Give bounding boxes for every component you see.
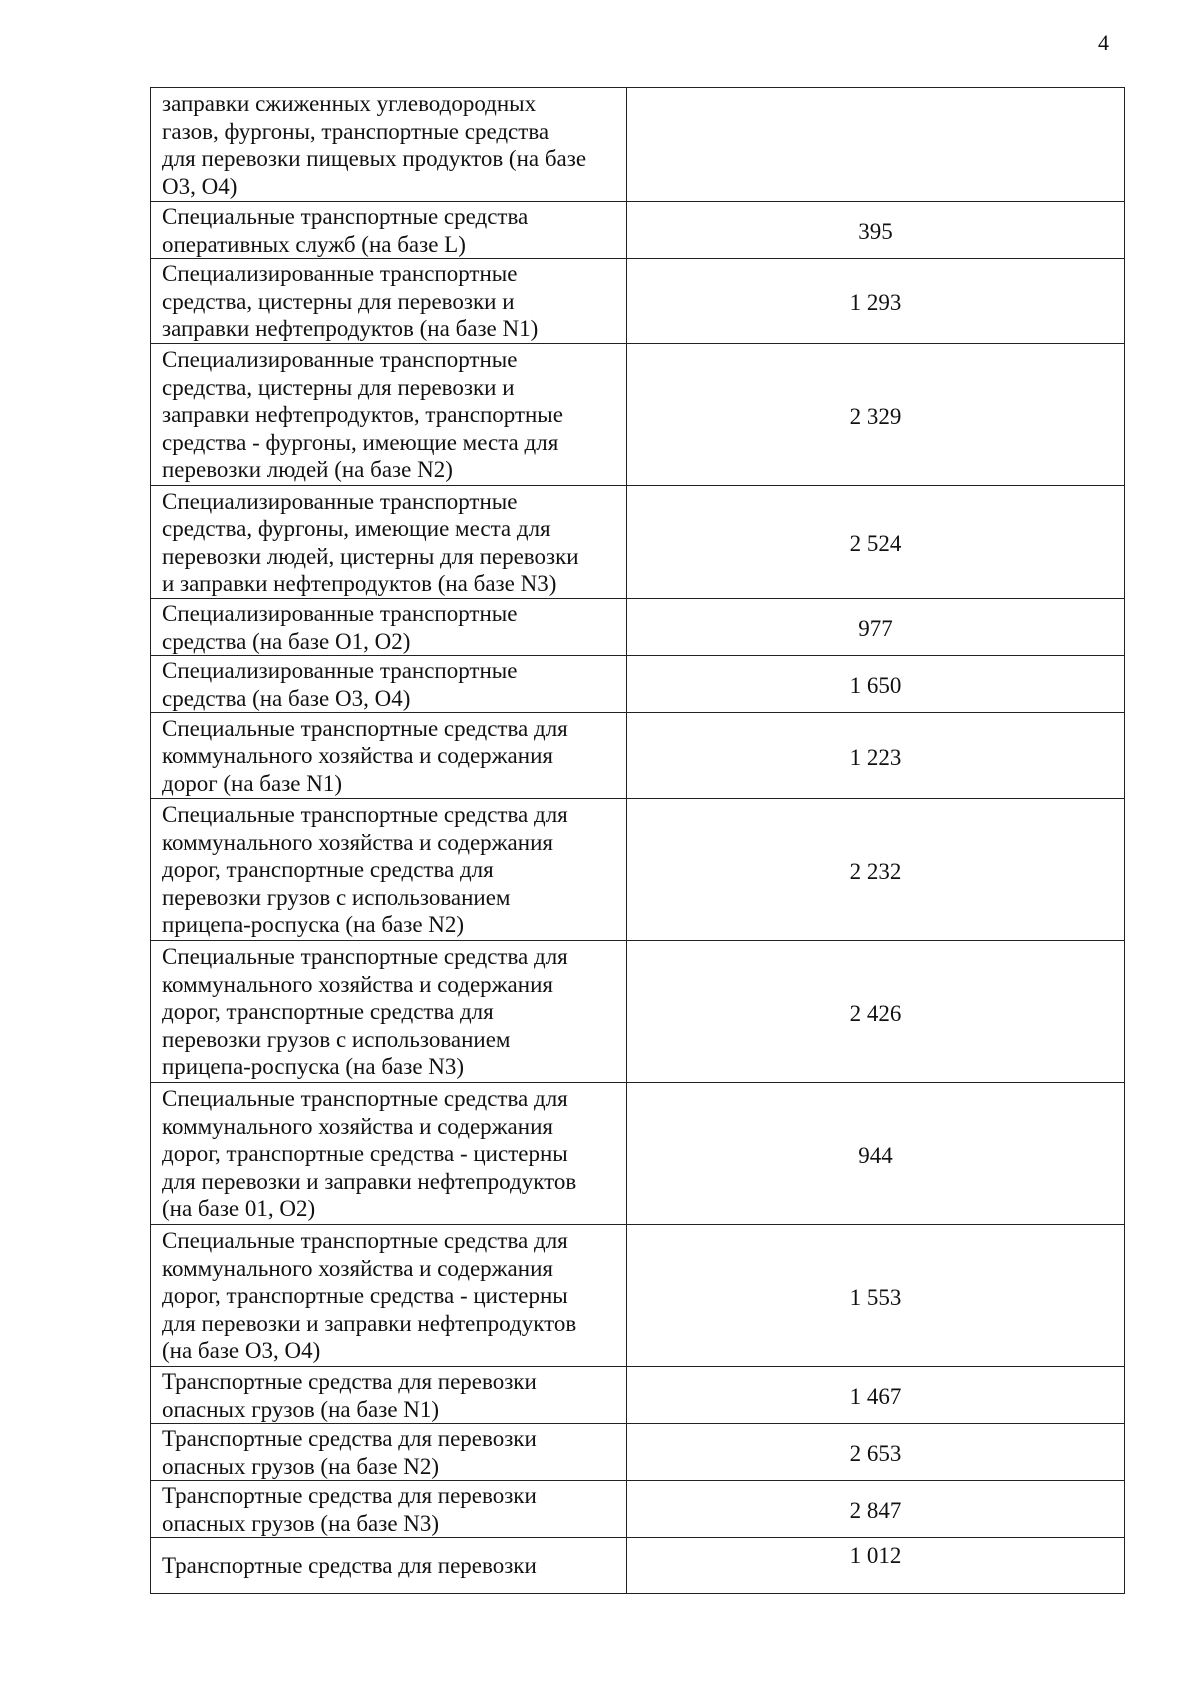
table-row	[151, 486, 1125, 599]
description-line: дорог (на базе N1)	[162, 770, 343, 796]
description-line: дорог, транспортные средства - цистерны	[162, 1141, 568, 1167]
category-description-cell	[151, 344, 627, 486]
description-line: средства - фургоны, имеющие места для	[162, 429, 559, 455]
description-line: заправки сжиженных углеводородных	[162, 91, 537, 116]
description-line: коммунального хозяйства и содержания	[162, 971, 553, 997]
description-line: дорог, транспортные средства для	[162, 999, 494, 1025]
table-row	[151, 344, 1125, 486]
table-row	[151, 1367, 1125, 1424]
table-row	[151, 941, 1125, 1083]
description-line: оперативных служб (на базе L)	[162, 231, 466, 257]
table-row	[151, 88, 1125, 202]
description-line: дорог, транспортные средства - цистерны	[162, 1283, 568, 1309]
description-line: Специальные транспортные средства для	[162, 715, 568, 741]
table-row	[151, 799, 1125, 941]
category-description-cell	[151, 1083, 627, 1225]
description-line: (на базе 01, O2)	[162, 1196, 316, 1222]
table-row	[151, 1481, 1125, 1538]
category-description-cell	[151, 486, 627, 599]
table-row	[151, 1538, 1125, 1594]
category-description-cell	[151, 1367, 627, 1424]
value-cell: 2 524	[627, 486, 1125, 599]
description-line: Транспортные средства для перевозки	[162, 1426, 537, 1451]
value-cell: 977	[627, 599, 1125, 656]
description-line: опасных грузов (на базе N1)	[162, 1396, 440, 1422]
description-line: опасных грузов (на базе N3)	[162, 1510, 440, 1536]
description-line: заправки нефтепродуктов, транспортные	[162, 402, 563, 428]
description-line: перевозки грузов с использованием	[162, 884, 511, 910]
value-cell: 2 426	[627, 941, 1125, 1083]
value-cell: 1 467	[627, 1367, 1125, 1424]
description-line: для перевозки и заправки нефтепродуктов	[162, 1310, 577, 1336]
category-description-cell	[151, 1538, 627, 1594]
description-line: O3, O4)	[162, 173, 238, 199]
description-line: прицепа-роспуска (на базе N3)	[162, 1054, 465, 1080]
description-line: Специальные транспортные средства для	[162, 1086, 568, 1112]
table-row	[151, 259, 1125, 344]
description-line: (на базе O3, O4)	[162, 1338, 321, 1364]
description-line: для перевозки пищевых продуктов (на базе	[162, 146, 587, 171]
description-line: газов, фургоны, транспортные средства	[162, 118, 550, 144]
value-cell: 1 650	[627, 656, 1125, 713]
description-line: заправки нефтепродуктов (на базе N1)	[162, 316, 539, 342]
table-row	[151, 713, 1125, 799]
value-cell: 2 847	[627, 1481, 1125, 1538]
description-line: перевозки людей, цистерны для перевозки	[162, 543, 579, 569]
category-description-cell	[151, 202, 627, 259]
description-line: Транспортные средства для перевозки	[162, 1369, 537, 1394]
description-line: средства (на базе O1, O2)	[162, 628, 411, 654]
description-line: средства, цистерны для перевозки и	[162, 374, 515, 400]
description-line: для перевозки и заправки нефтепродуктов	[162, 1168, 577, 1194]
category-description-cell	[151, 1225, 627, 1367]
category-description-cell	[151, 656, 627, 713]
table-row	[151, 1424, 1125, 1481]
description-line: Транспортные средства для перевозки	[162, 1553, 537, 1579]
value-cell: 2 329	[627, 344, 1125, 486]
description-line: Специальные транспортные средства	[162, 204, 529, 229]
category-description-cell	[151, 1424, 627, 1481]
description-line: Специальные транспортные средства для	[162, 1228, 568, 1254]
description-line: Специализированные транспортные	[162, 488, 518, 514]
description-line: Специализированные транспортные	[162, 658, 518, 683]
description-line: коммунального хозяйства и содержания	[162, 829, 553, 855]
description-line: Специальные транспортные средства для	[162, 944, 568, 970]
value-cell: 395	[627, 202, 1125, 259]
description-line: Транспортные средства для перевозки	[162, 1483, 537, 1508]
value-cell: 1 293	[627, 259, 1125, 344]
description-line: коммунального хозяйства и содержания	[162, 743, 553, 769]
description-line: прицепа-роспуска (на базе N2)	[162, 912, 465, 938]
table-row	[151, 202, 1125, 259]
description-line: Специализированные транспортные	[162, 261, 518, 287]
description-line: средства, цистерны для перевозки и	[162, 288, 515, 314]
value-cell: 2 232	[627, 799, 1125, 941]
table-row	[151, 1083, 1125, 1225]
table-row	[151, 1225, 1125, 1367]
category-description-cell	[151, 941, 627, 1083]
description-line: средства (на базе O3, O4)	[162, 685, 411, 711]
category-description-cell	[151, 1481, 627, 1538]
description-line: дорог, транспортные средства для	[162, 857, 494, 883]
category-description-cell	[151, 599, 627, 656]
description-line: и заправки нефтепродуктов (на базе N3)	[162, 571, 557, 596]
description-line: Специализированные транспортные	[162, 601, 518, 626]
category-description-cell	[151, 88, 627, 202]
category-description-cell	[151, 259, 627, 344]
value-cell: 1 223	[627, 713, 1125, 799]
value-cell: 1 012	[627, 1538, 1125, 1594]
table-row	[151, 656, 1125, 713]
value-cell	[627, 88, 1125, 202]
value-cell: 944	[627, 1083, 1125, 1225]
value-cell: 2 653	[627, 1424, 1125, 1481]
vehicle-category-table	[150, 87, 1125, 1594]
description-line: перевозки грузов с использованием	[162, 1026, 511, 1052]
description-line: средства, фургоны, имеющие места для	[162, 516, 551, 541]
description-line: коммунального хозяйства и содержания	[162, 1255, 553, 1281]
description-line: Специализированные транспортные	[162, 347, 518, 373]
table-row	[151, 599, 1125, 656]
page-number: 4	[1098, 30, 1109, 55]
description-line: Специальные транспортные средства для	[162, 802, 568, 828]
description-line: перевозки людей (на базе N2)	[162, 457, 453, 483]
category-description-cell	[151, 799, 627, 941]
description-line: опасных грузов (на базе N2)	[162, 1453, 440, 1479]
value-cell: 1 553	[627, 1225, 1125, 1367]
category-description-cell	[151, 713, 627, 799]
description-line: коммунального хозяйства и содержания	[162, 1113, 553, 1139]
